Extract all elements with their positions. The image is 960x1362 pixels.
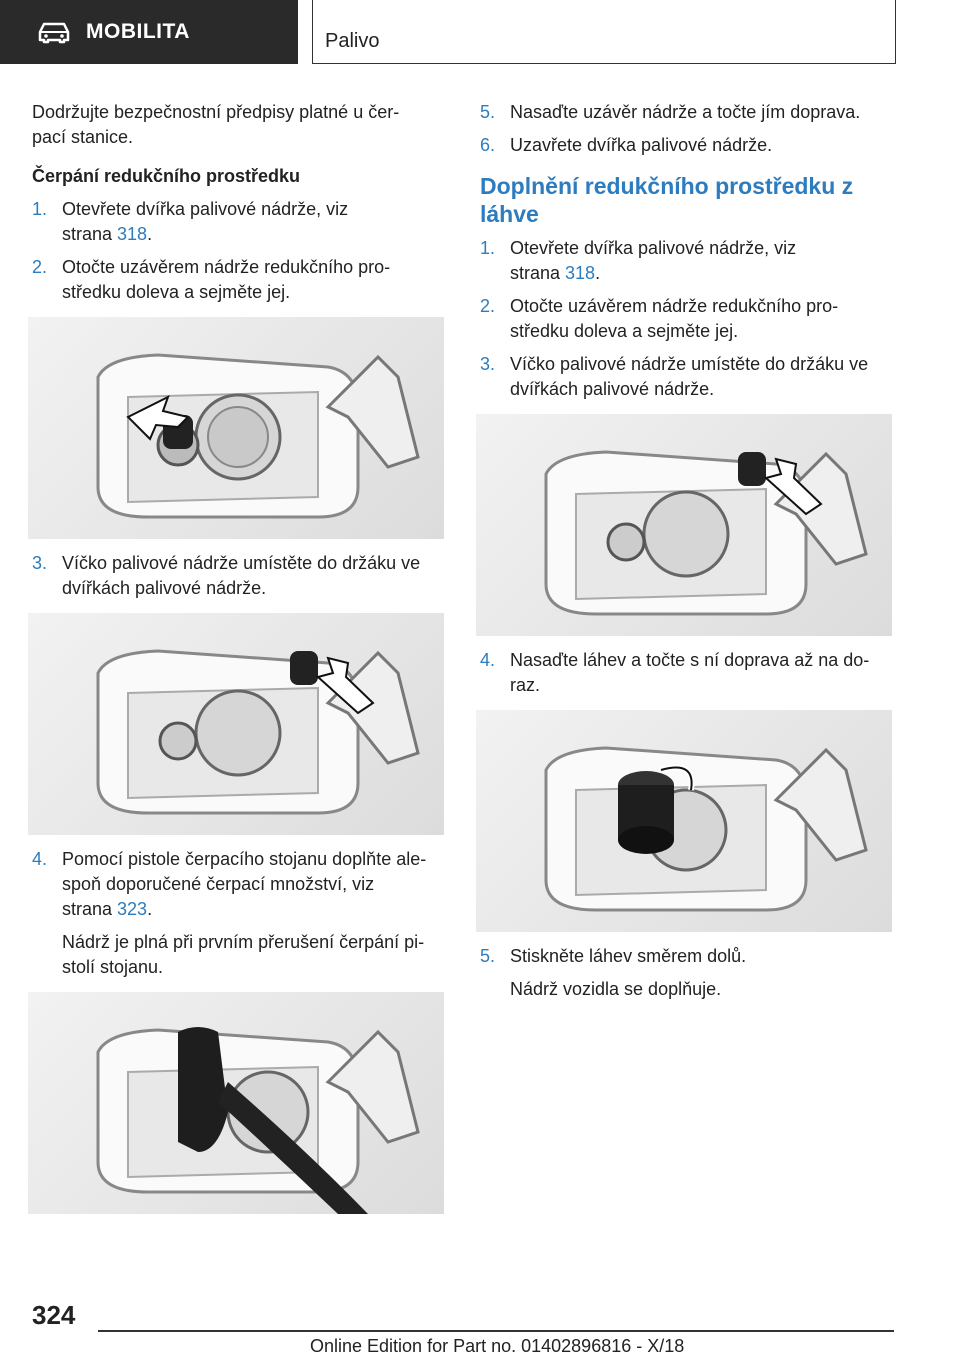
list-item	[480, 133, 896, 158]
list-item	[32, 551, 448, 601]
step-text: Stiskněte láhev směrem dolů.	[510, 946, 747, 966]
step-number: 2.	[32, 257, 48, 277]
illustration-refuel-nozzle	[28, 992, 444, 1214]
illustration-cap-holder	[28, 613, 444, 835]
list-item	[32, 847, 448, 980]
step-number: 5.	[480, 946, 496, 966]
edition-text: Online Edition for Part no. 01402896816 - X/18	[310, 1336, 685, 1356]
step-number: 3.	[480, 354, 496, 374]
step-text: Uzavřete dvířka palivové nádrže.	[510, 135, 773, 155]
chapter-label: Palivo	[325, 30, 380, 52]
list-item	[480, 352, 896, 402]
list-item	[480, 236, 896, 286]
step-number: 1.	[32, 199, 48, 219]
step-text-end: .	[147, 224, 153, 244]
step-number: 6.	[480, 135, 496, 155]
list-item	[480, 294, 896, 344]
list-item	[32, 255, 448, 305]
section-tab	[0, 0, 298, 64]
left-column	[32, 100, 448, 1226]
step-text: Víčko palivové nádrže umístěte do držáku ve dvířkách palivové nádrže.	[62, 553, 421, 598]
step-number: 5.	[480, 102, 496, 122]
page-link[interactable]: 318	[117, 224, 148, 244]
page-link[interactable]: 323	[117, 899, 148, 919]
section-heading: Doplnění redukčního prostředku z láhve	[480, 173, 854, 227]
subheading: Čerpání redukčního prostředku	[32, 166, 301, 186]
step-text-end: .	[595, 263, 601, 283]
step-text-end: .	[147, 899, 153, 919]
list-item	[480, 100, 896, 125]
list-item	[480, 648, 896, 698]
page-number: 324	[32, 1300, 76, 1330]
step-note: Nádrž je plná při prvním přerušení čerpání pi- stolí stojanu.	[62, 932, 425, 977]
step-text: Otevřete dvířka palivové nádrže, viz strana	[510, 238, 797, 283]
chapter-header	[312, 0, 896, 64]
car-icon	[36, 20, 72, 44]
step-text: Nasaďte láhev a točte s ní doprava až na do- raz.	[510, 650, 870, 695]
step-text: Nasaďte uzávěr nádrže a točte jím doprava.	[510, 102, 861, 122]
illustration-bottle	[476, 710, 892, 932]
page-link[interactable]: 318	[565, 263, 596, 283]
illustration-remove-cap	[28, 317, 444, 539]
illustration-cap-holder-2	[476, 414, 892, 636]
step-text: Otočte uzávěrem nádrže redukčního pro- středku doleva a sejměte jej.	[62, 257, 391, 302]
step-number: 4.	[480, 650, 496, 670]
intro-text: Dodržujte bezpečnostní předpisy platné u čer- pací stanice.	[32, 102, 400, 147]
list-item	[480, 944, 896, 1002]
list-item	[32, 197, 448, 247]
step-text: Pomocí pistole čerpacího stojanu doplňte ale- spoň doporučené čerpací množství, viz strana	[62, 849, 427, 919]
step-number: 1.	[480, 238, 496, 258]
step-number: 4.	[32, 849, 48, 869]
step-number: 3.	[32, 553, 48, 573]
step-note: Nádrž vozidla se doplňuje.	[510, 979, 722, 999]
step-text: Otočte uzávěrem nádrže redukčního pro- středku doleva a sejměte jej.	[510, 296, 839, 341]
section-label: MOBILITA	[86, 20, 190, 43]
step-number: 2.	[480, 296, 496, 316]
footer-divider	[98, 1330, 894, 1332]
step-text: Víčko palivové nádrže umístěte do držáku ve dvířkách palivové nádrže.	[510, 354, 869, 399]
step-text: Otevřete dvířka palivové nádrže, viz strana	[62, 199, 349, 244]
right-column	[480, 100, 896, 1002]
